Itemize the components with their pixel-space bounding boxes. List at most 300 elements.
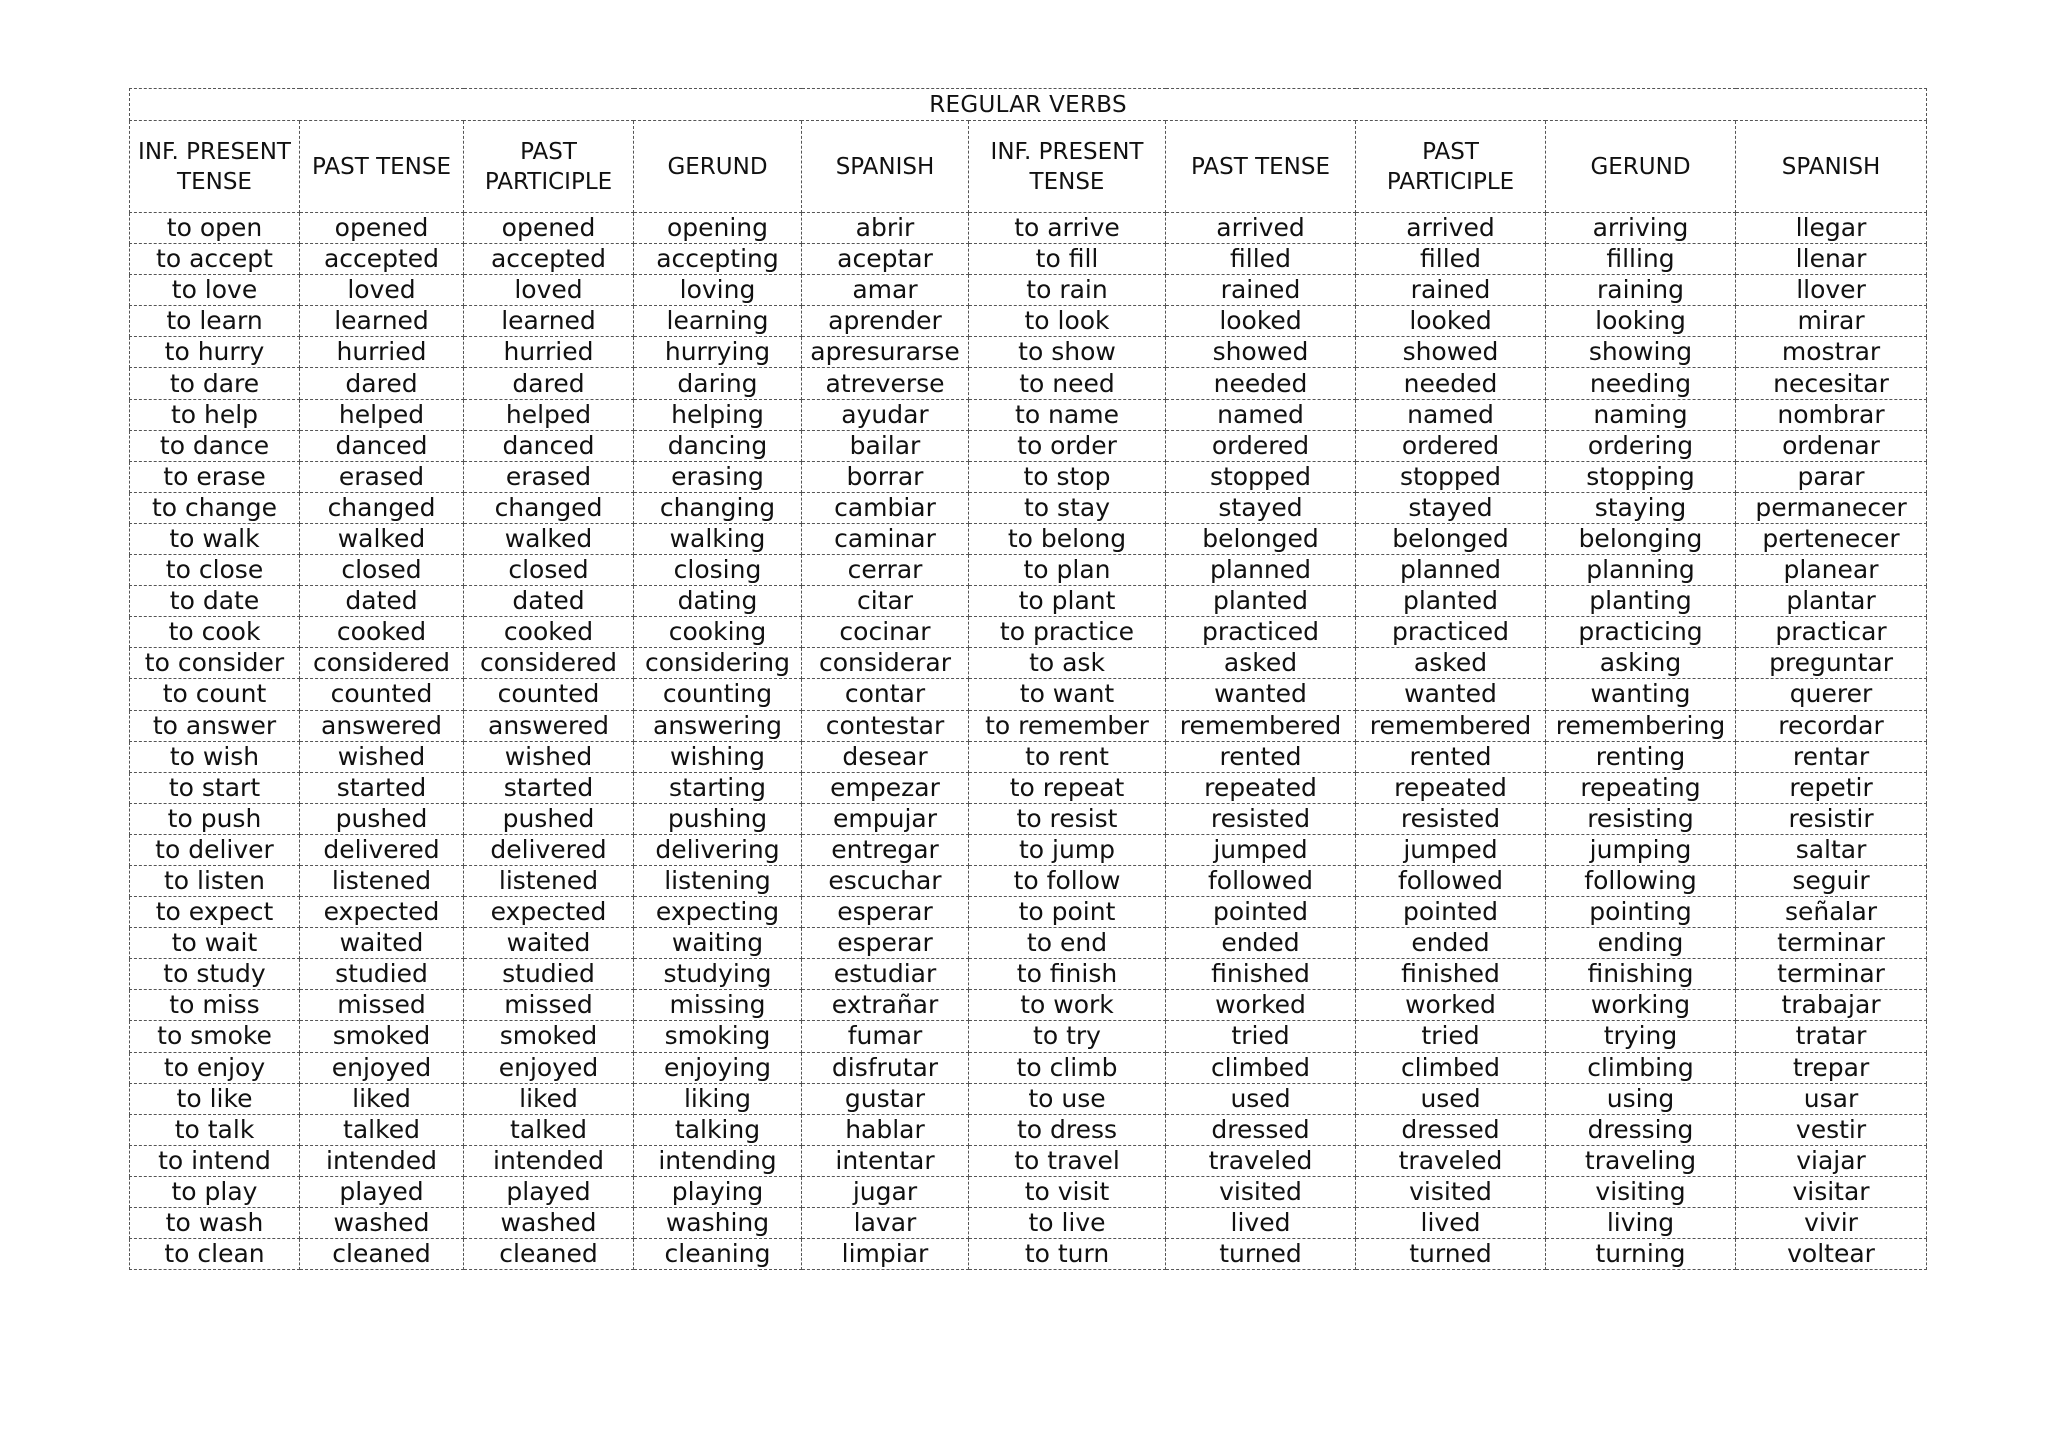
column-header: SPANISH <box>1736 121 1927 213</box>
table-cell: arrived <box>1166 213 1356 244</box>
table-cell: walking <box>634 523 802 554</box>
table-cell: helping <box>634 399 802 430</box>
table-cell: dated <box>464 586 634 617</box>
table-cell: renting <box>1546 741 1736 772</box>
table-cell: apresurarse <box>802 337 969 368</box>
table-cell: to dress <box>969 1114 1166 1145</box>
table-cell: to belong <box>969 523 1166 554</box>
table-cell: fumar <box>802 1021 969 1052</box>
table-cell: closed <box>300 555 464 586</box>
table-cell: cleaned <box>464 1239 634 1270</box>
table-cell: studied <box>300 959 464 990</box>
table-cell: danced <box>464 430 634 461</box>
table-cell: to name <box>969 399 1166 430</box>
table-cell: traveling <box>1546 1145 1736 1176</box>
table-cell: estudiar <box>802 959 969 990</box>
table-cell: closing <box>634 555 802 586</box>
table-cell: ended <box>1356 928 1546 959</box>
table-cell: to work <box>969 990 1166 1021</box>
table-cell: filling <box>1546 244 1736 275</box>
table-cell: accepted <box>464 244 634 275</box>
table-cell: needed <box>1166 368 1356 399</box>
table-cell: talking <box>634 1114 802 1145</box>
table-cell: hurrying <box>634 337 802 368</box>
table-row <box>130 430 1927 461</box>
table-cell: to push <box>130 803 300 834</box>
table-cell: traveled <box>1356 1145 1546 1176</box>
table-cell: to count <box>130 679 300 710</box>
table-cell: listening <box>634 865 802 896</box>
table-cell: ended <box>1166 928 1356 959</box>
table-cell: helped <box>464 399 634 430</box>
table-cell: expected <box>464 897 634 928</box>
table-title: REGULAR VERBS <box>130 89 1927 121</box>
table-cell: to change <box>130 492 300 523</box>
table-row <box>130 523 1927 554</box>
table-cell: empujar <box>802 803 969 834</box>
column-header: PAST PARTICIPLE <box>1356 121 1546 213</box>
table-cell: counted <box>300 679 464 710</box>
table-cell: smoked <box>464 1021 634 1052</box>
table-cell: to repeat <box>969 772 1166 803</box>
table-cell: borrar <box>802 461 969 492</box>
table-cell: closed <box>464 555 634 586</box>
table-cell: llover <box>1736 275 1927 306</box>
table-cell: playing <box>634 1176 802 1207</box>
table-cell: started <box>464 772 634 803</box>
table-cell: rained <box>1356 275 1546 306</box>
table-cell: dated <box>300 586 464 617</box>
table-cell: learning <box>634 306 802 337</box>
table-cell: llenar <box>1736 244 1927 275</box>
table-cell: climbed <box>1356 1052 1546 1083</box>
table-cell: living <box>1546 1208 1736 1239</box>
table-cell: cooking <box>634 617 802 648</box>
table-cell: to start <box>130 772 300 803</box>
table-cell: lived <box>1356 1208 1546 1239</box>
table-cell: answered <box>300 710 464 741</box>
table-cell: seguir <box>1736 865 1927 896</box>
table-cell: repeating <box>1546 772 1736 803</box>
table-cell: to point <box>969 897 1166 928</box>
table-cell: bailar <box>802 430 969 461</box>
table-cell: ending <box>1546 928 1736 959</box>
table-cell: trying <box>1546 1021 1736 1052</box>
table-cell: looked <box>1166 306 1356 337</box>
table-cell: answered <box>464 710 634 741</box>
column-header: PAST TENSE <box>300 121 464 213</box>
table-cell: dared <box>300 368 464 399</box>
table-row <box>130 399 1927 430</box>
table-cell: jugar <box>802 1176 969 1207</box>
table-cell: planear <box>1736 555 1927 586</box>
table-cell: practicar <box>1736 617 1927 648</box>
table-cell: planted <box>1166 586 1356 617</box>
header-row <box>130 121 1927 213</box>
table-cell: followed <box>1356 865 1546 896</box>
table-row <box>130 1239 1927 1270</box>
table-cell: waiting <box>634 928 802 959</box>
table-cell: accepted <box>300 244 464 275</box>
table-cell: resistir <box>1736 803 1927 834</box>
table-row <box>130 772 1927 803</box>
table-cell: ordered <box>1356 430 1546 461</box>
table-cell: stopped <box>1356 461 1546 492</box>
table-cell: remembered <box>1356 710 1546 741</box>
table-cell: terminar <box>1736 959 1927 990</box>
table-row <box>130 461 1927 492</box>
table-cell: caminar <box>802 523 969 554</box>
table-cell: opened <box>464 213 634 244</box>
table-row <box>130 710 1927 741</box>
table-cell: to plant <box>969 586 1166 617</box>
table-cell: trabajar <box>1736 990 1927 1021</box>
table-cell: raining <box>1546 275 1736 306</box>
table-row <box>130 586 1927 617</box>
table-cell: resisted <box>1356 803 1546 834</box>
table-cell: washed <box>464 1208 634 1239</box>
table-cell: rented <box>1166 741 1356 772</box>
table-cell: tried <box>1356 1021 1546 1052</box>
table-cell: visiting <box>1546 1176 1736 1207</box>
table-cell: desear <box>802 741 969 772</box>
table-cell: practiced <box>1356 617 1546 648</box>
table-row <box>130 244 1927 275</box>
table-cell: wishing <box>634 741 802 772</box>
table-cell: jumped <box>1166 834 1356 865</box>
table-cell: to arrive <box>969 213 1166 244</box>
table-cell: stopping <box>1546 461 1736 492</box>
table-cell: parar <box>1736 461 1927 492</box>
table-cell: extrañar <box>802 990 969 1021</box>
table-cell: ordenar <box>1736 430 1927 461</box>
table-cell: lived <box>1166 1208 1356 1239</box>
table-cell: to enjoy <box>130 1052 300 1083</box>
table-cell: to plan <box>969 555 1166 586</box>
column-header: PAST TENSE <box>1166 121 1356 213</box>
table-cell: missing <box>634 990 802 1021</box>
table-cell: practiced <box>1166 617 1356 648</box>
table-cell: usar <box>1736 1083 1927 1114</box>
table-cell: to accept <box>130 244 300 275</box>
table-cell: talked <box>300 1114 464 1145</box>
table-cell: gustar <box>802 1083 969 1114</box>
table-cell: played <box>464 1176 634 1207</box>
table-cell: pushed <box>464 803 634 834</box>
table-cell: changing <box>634 492 802 523</box>
table-cell: tratar <box>1736 1021 1927 1052</box>
table-cell: counted <box>464 679 634 710</box>
table-cell: viajar <box>1736 1145 1927 1176</box>
table-cell: showed <box>1166 337 1356 368</box>
table-cell: turned <box>1166 1239 1356 1270</box>
table-cell: to stop <box>969 461 1166 492</box>
table-cell: started <box>300 772 464 803</box>
table-cell: wished <box>300 741 464 772</box>
table-cell: planting <box>1546 586 1736 617</box>
table-cell: abrir <box>802 213 969 244</box>
table-cell: rented <box>1356 741 1546 772</box>
table-cell: to love <box>130 275 300 306</box>
table-cell: repeated <box>1166 772 1356 803</box>
table-row <box>130 1145 1927 1176</box>
table-cell: to look <box>969 306 1166 337</box>
table-cell: planned <box>1166 555 1356 586</box>
table-cell: considerar <box>802 648 969 679</box>
table-cell: changed <box>464 492 634 523</box>
table-cell: llegar <box>1736 213 1927 244</box>
table-cell: practicing <box>1546 617 1736 648</box>
table-cell: traveled <box>1166 1145 1356 1176</box>
table-cell: enjoying <box>634 1052 802 1083</box>
table-cell: mirar <box>1736 306 1927 337</box>
table-cell: danced <box>300 430 464 461</box>
table-cell: to remember <box>969 710 1166 741</box>
table-row <box>130 1114 1927 1145</box>
table-cell: ordering <box>1546 430 1736 461</box>
table-cell: to visit <box>969 1176 1166 1207</box>
table-cell: erasing <box>634 461 802 492</box>
table-cell: cocinar <box>802 617 969 648</box>
table-cell: learned <box>464 306 634 337</box>
table-cell: ordered <box>1166 430 1356 461</box>
table-cell: to ask <box>969 648 1166 679</box>
table-cell: entregar <box>802 834 969 865</box>
table-cell: studied <box>464 959 634 990</box>
table-cell: talked <box>464 1114 634 1145</box>
table-cell: dressed <box>1356 1114 1546 1145</box>
table-cell: to end <box>969 928 1166 959</box>
table-cell: looking <box>1546 306 1736 337</box>
table-cell: to consider <box>130 648 300 679</box>
table-row <box>130 1176 1927 1207</box>
table-cell: pushed <box>300 803 464 834</box>
table-row <box>130 1208 1927 1239</box>
table-cell: to practice <box>969 617 1166 648</box>
table-cell: needing <box>1546 368 1736 399</box>
table-cell: aceptar <box>802 244 969 275</box>
table-cell: loved <box>300 275 464 306</box>
table-cell: liked <box>464 1083 634 1114</box>
table-cell: to like <box>130 1083 300 1114</box>
table-cell: starting <box>634 772 802 803</box>
column-header: INF. PRESENT TENSE <box>969 121 1166 213</box>
table-cell: vestir <box>1736 1114 1927 1145</box>
table-cell: arriving <box>1546 213 1736 244</box>
table-cell: turning <box>1546 1239 1736 1270</box>
table-row <box>130 1083 1927 1114</box>
table-cell: visited <box>1166 1176 1356 1207</box>
table-cell: planned <box>1356 555 1546 586</box>
table-cell: used <box>1166 1083 1356 1114</box>
table-cell: to try <box>969 1021 1166 1052</box>
table-cell: liked <box>300 1083 464 1114</box>
table-cell: filled <box>1166 244 1356 275</box>
table-cell: enjoyed <box>300 1052 464 1083</box>
table-cell: to expect <box>130 897 300 928</box>
table-cell: intended <box>464 1145 634 1176</box>
table-cell: to study <box>130 959 300 990</box>
table-cell: limpiar <box>802 1239 969 1270</box>
table-cell: stayed <box>1356 492 1546 523</box>
table-cell: arrived <box>1356 213 1546 244</box>
column-header: GERUND <box>634 121 802 213</box>
table-cell: answering <box>634 710 802 741</box>
table-cell: asked <box>1356 648 1546 679</box>
table-cell: expecting <box>634 897 802 928</box>
table-cell: pointed <box>1166 897 1356 928</box>
table-cell: escuchar <box>802 865 969 896</box>
table-cell: counting <box>634 679 802 710</box>
table-cell: dating <box>634 586 802 617</box>
table-cell: delivered <box>300 834 464 865</box>
table-cell: waited <box>300 928 464 959</box>
column-header: GERUND <box>1546 121 1736 213</box>
table-row <box>130 990 1927 1021</box>
table-cell: rained <box>1166 275 1356 306</box>
table-cell: showed <box>1356 337 1546 368</box>
table-cell: terminar <box>1736 928 1927 959</box>
table-cell: washed <box>300 1208 464 1239</box>
table-cell: to play <box>130 1176 300 1207</box>
table-cell: to travel <box>969 1145 1166 1176</box>
table-cell: to wash <box>130 1208 300 1239</box>
table-cell: lavar <box>802 1208 969 1239</box>
table-cell: to deliver <box>130 834 300 865</box>
table-cell: erased <box>464 461 634 492</box>
table-cell: to dance <box>130 430 300 461</box>
table-cell: asking <box>1546 648 1736 679</box>
table-cell: amar <box>802 275 969 306</box>
table-cell: repeated <box>1356 772 1546 803</box>
table-cell: staying <box>1546 492 1736 523</box>
table-cell: intended <box>300 1145 464 1176</box>
table-cell: asked <box>1166 648 1356 679</box>
table-cell: planted <box>1356 586 1546 617</box>
table-cell: to wish <box>130 741 300 772</box>
table-cell: wanted <box>1356 679 1546 710</box>
table-cell: contestar <box>802 710 969 741</box>
table-cell: to climb <box>969 1052 1166 1083</box>
table-cell: washing <box>634 1208 802 1239</box>
table-row <box>130 306 1927 337</box>
table-cell: to miss <box>130 990 300 1021</box>
table-cell: querer <box>1736 679 1927 710</box>
table-cell: to wait <box>130 928 300 959</box>
table-cell: plantar <box>1736 586 1927 617</box>
table-cell: to finish <box>969 959 1166 990</box>
table-cell: finished <box>1356 959 1546 990</box>
table-cell: daring <box>634 368 802 399</box>
table-cell: climbing <box>1546 1052 1736 1083</box>
table-cell: hurried <box>464 337 634 368</box>
table-cell: to rain <box>969 275 1166 306</box>
table-row <box>130 1021 1927 1052</box>
table-cell: to smoke <box>130 1021 300 1052</box>
table-cell: accepting <box>634 244 802 275</box>
table-cell: aprender <box>802 306 969 337</box>
table-cell: hablar <box>802 1114 969 1145</box>
table-cell: belonged <box>1356 523 1546 554</box>
table-cell: to follow <box>969 865 1166 896</box>
table-cell: esperar <box>802 897 969 928</box>
table-cell: using <box>1546 1083 1736 1114</box>
table-row <box>130 213 1927 244</box>
table-row <box>130 337 1927 368</box>
table-row <box>130 928 1927 959</box>
table-cell: loved <box>464 275 634 306</box>
table-cell: loving <box>634 275 802 306</box>
table-cell: to close <box>130 555 300 586</box>
table-cell: named <box>1166 399 1356 430</box>
table-cell: needed <box>1356 368 1546 399</box>
table-cell: planning <box>1546 555 1736 586</box>
table-cell: erased <box>300 461 464 492</box>
table-cell: remembered <box>1166 710 1356 741</box>
table-cell: cleaned <box>300 1239 464 1270</box>
regular-verbs-table <box>129 88 1927 1270</box>
table-cell: to turn <box>969 1239 1166 1270</box>
table-cell: delivered <box>464 834 634 865</box>
table-cell: to dare <box>130 368 300 399</box>
table-cell: to listen <box>130 865 300 896</box>
table-cell: contar <box>802 679 969 710</box>
table-cell: dressed <box>1166 1114 1356 1145</box>
table-cell: to answer <box>130 710 300 741</box>
table-cell: intentar <box>802 1145 969 1176</box>
table-cell: to order <box>969 430 1166 461</box>
table-cell: vivir <box>1736 1208 1927 1239</box>
table-cell: studying <box>634 959 802 990</box>
column-header: SPANISH <box>802 121 969 213</box>
table-cell: to cook <box>130 617 300 648</box>
table-cell: intending <box>634 1145 802 1176</box>
table-cell: to open <box>130 213 300 244</box>
table-cell: showing <box>1546 337 1736 368</box>
table-cell: mostrar <box>1736 337 1927 368</box>
table-cell: to fill <box>969 244 1166 275</box>
table-cell: considering <box>634 648 802 679</box>
table-cell: pushing <box>634 803 802 834</box>
table-row <box>130 897 1927 928</box>
table-cell: waited <box>464 928 634 959</box>
table-cell: pointing <box>1546 897 1736 928</box>
table-cell: finished <box>1166 959 1356 990</box>
table-cell: to stay <box>969 492 1166 523</box>
table-cell: visitar <box>1736 1176 1927 1207</box>
table-cell: pertenecer <box>1736 523 1927 554</box>
table-cell: preguntar <box>1736 648 1927 679</box>
table-cell: to jump <box>969 834 1166 865</box>
table-cell: cambiar <box>802 492 969 523</box>
table-cell: filled <box>1356 244 1546 275</box>
table-cell: resisted <box>1166 803 1356 834</box>
table-row <box>130 741 1927 772</box>
table-cell: expected <box>300 897 464 928</box>
table-cell: cooked <box>300 617 464 648</box>
table-cell: stopped <box>1166 461 1356 492</box>
table-cell: worked <box>1356 990 1546 1021</box>
table-row <box>130 1052 1927 1083</box>
table-cell: considered <box>300 648 464 679</box>
table-row <box>130 959 1927 990</box>
table-cell: ayudar <box>802 399 969 430</box>
table-cell: cooked <box>464 617 634 648</box>
table-row <box>130 368 1927 399</box>
table-cell: nombrar <box>1736 399 1927 430</box>
table-cell: naming <box>1546 399 1736 430</box>
table-cell: disfrutar <box>802 1052 969 1083</box>
